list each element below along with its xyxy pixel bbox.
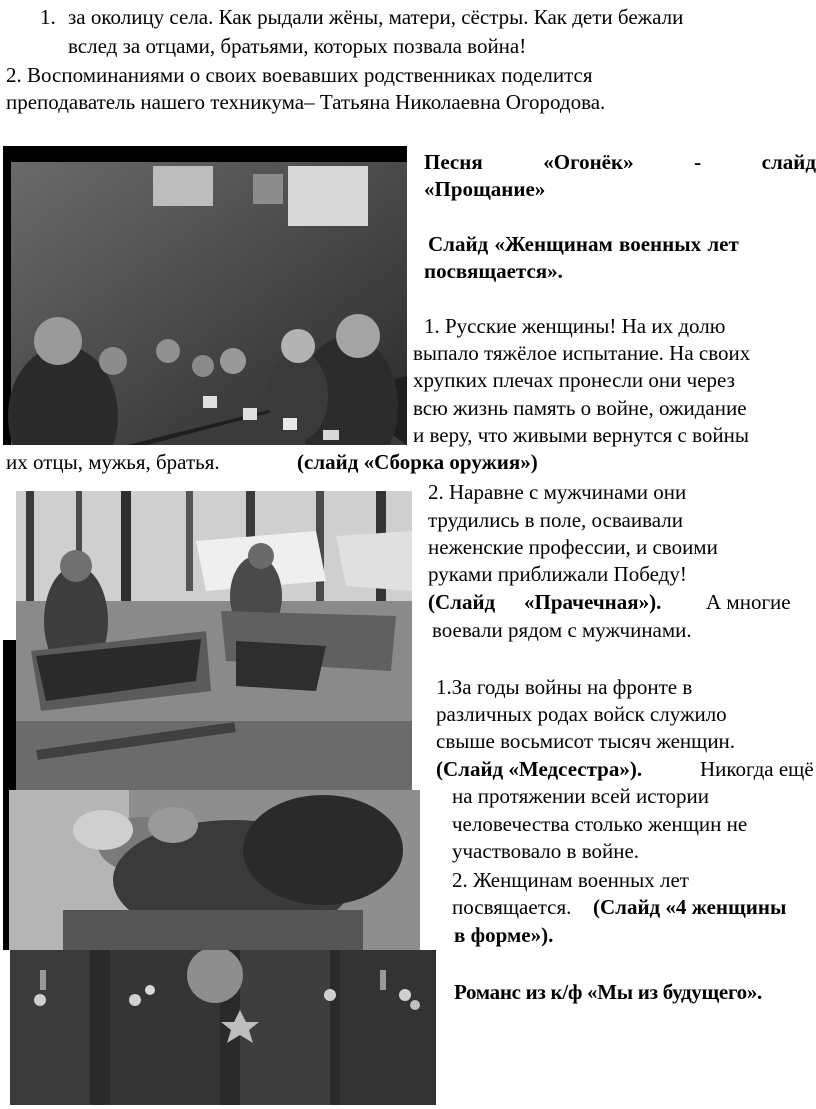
slide-dedication-line1: Слайд «Женщинам военных лет: [428, 232, 739, 256]
photo-laundry-edge: [3, 640, 16, 790]
song-word-4: слайд: [761, 150, 816, 174]
song-line2: «Прощание»: [424, 177, 546, 201]
slide-label-nurse: (Слайд «Медсестра»).: [436, 757, 643, 781]
slide-dedication-line2: посвящается».: [424, 259, 563, 283]
para2-line5-rest: А многие: [706, 590, 791, 614]
slide-label-four-women-1: (Слайд «4 женщины: [593, 895, 787, 919]
para3-line1: 1.За годы войны на фронте в: [436, 675, 693, 699]
intro-item1-line2: вслед за отцами, братьями, которых позвала война!: [68, 34, 527, 58]
para2-line1: 2. Наравне с мужчинами они: [428, 480, 687, 504]
para1-line5: и веру, что живыми вернутся с войны: [413, 423, 749, 447]
para1-line1: 1. Русские женщины! На их долю: [424, 314, 726, 338]
para2-line6: воевали рядом с мужчинами.: [432, 618, 692, 642]
song-word-1: Песня: [424, 150, 483, 174]
slide-label-laundry-1: (Слайд: [428, 590, 496, 614]
photo-uniform: [10, 950, 436, 1105]
photo-laundry: [16, 491, 412, 791]
para2-line3: неженские профессии, и своими: [428, 535, 718, 559]
photo-factory: [3, 146, 407, 445]
slide-label-weapons: (слайд «Сборка оружия»): [297, 450, 538, 474]
intro-item2-line1: 2. Воспоминаниями о своих воевавших родственниках поделится: [6, 63, 593, 87]
para4-line1: 2. Женщинам военных лет: [452, 868, 689, 892]
song-word-3: -: [694, 150, 702, 174]
para3-line3: свыше восьмисот тысяч женщин.: [436, 729, 736, 753]
song-word-2: «Огонёк»: [543, 150, 634, 174]
romance-line: Романс из к/ф «Мы из будущего».: [454, 980, 763, 1004]
intro-item1-line1: за околицу села. Как рыдали жёны, матери, сёстры. Как дети бежали: [68, 5, 684, 29]
para1-line6: их отцы, мужья, братья.: [6, 450, 220, 474]
para2-line4: руками приближали Победу!: [428, 562, 687, 586]
intro-item2-line2: преподаватель нашего техникума– Татьяна Николаевна Огородова.: [6, 90, 606, 114]
slide-label-laundry-2: «Прачечная»).: [524, 590, 662, 614]
song-line1: [424, 149, 816, 176]
para1-line4: всю жизнь память о войне, ожидание: [413, 396, 747, 420]
photo-nurse: [3, 790, 420, 950]
para4-line2-plain: посвящается.: [452, 895, 572, 919]
para1-line3: хрупких плечах пронесли они через: [413, 368, 735, 392]
para3-line7: участвовало в войне.: [452, 839, 640, 863]
para3-line6: человечества столько женщин не: [452, 812, 748, 836]
para3-line2: различных родах войск служило: [436, 702, 727, 726]
para3-line4-rest: Никогда ещё: [700, 757, 814, 781]
intro-item1-number: 1.: [40, 5, 56, 29]
para3-line5: на протяжении всей истории: [452, 784, 709, 808]
slide-label-four-women-2: в форме»).: [454, 923, 554, 947]
para2-line2: трудились в поле, осваивали: [428, 508, 683, 532]
para1-line2: выпало тяжёлое испытание. На своих: [413, 341, 751, 365]
